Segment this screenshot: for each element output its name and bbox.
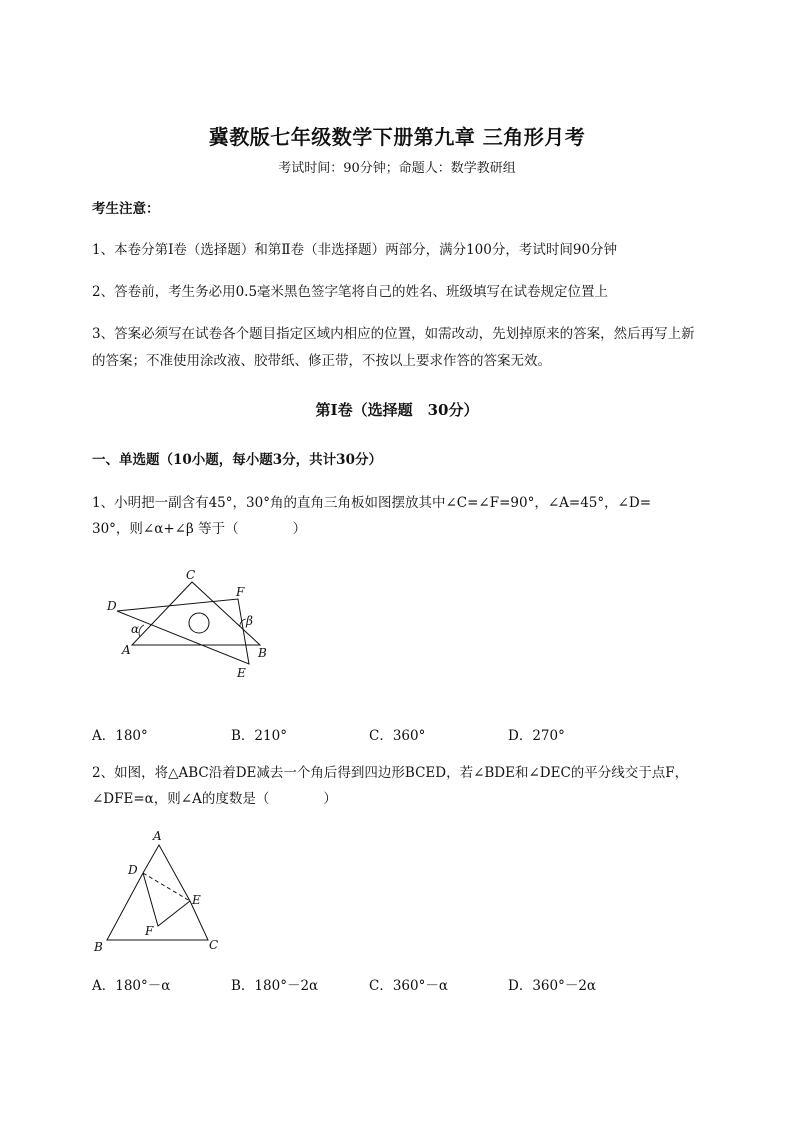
point-label-b: B bbox=[258, 646, 267, 660]
question-1-option-d[interactable]: D．270° bbox=[508, 728, 565, 744]
question-1-figure bbox=[100, 565, 280, 685]
notice-item-3-continued: 的答案；不准使用涂改液、胶带纸、修正带，不按以上要求作答的答案无效。 bbox=[92, 353, 551, 369]
point-label-b: B bbox=[94, 940, 103, 954]
notice-item-1: 1、本卷分第I卷（选择题）和第Ⅱ卷（非选择题）两部分，满分100分，考试时间90分钟 bbox=[92, 242, 618, 258]
question-1-option-a[interactable]: A．180° bbox=[92, 728, 148, 744]
angle-label-beta: β bbox=[246, 614, 253, 628]
point-label-f: F bbox=[145, 924, 154, 938]
point-label-e: E bbox=[192, 893, 201, 907]
exam-subtitle: 考试时间：90分钟；命题人：数学教研组 bbox=[278, 161, 516, 176]
notice-item-2: 2、答卷前，考生务必用0.5毫米黑色签字笔将自己的姓名、班级填写在试卷规定位置上 bbox=[92, 284, 609, 300]
question-2-line-2: ∠DFE=α，则∠A的度数是（ ） bbox=[92, 791, 337, 807]
cut-off-corner bbox=[143, 845, 190, 901]
section-title: 第I卷（选择题 30分） bbox=[315, 401, 479, 419]
question-1-line-1: 1、小明把一副含有45°，30°角的直角三角板如图摆放其中∠C=∠F=90°，∠A=45°，∠D= bbox=[92, 495, 652, 511]
part-heading: 一、单选题（10小题，每小题3分，共计30分） bbox=[92, 452, 382, 468]
point-label-d: D bbox=[107, 599, 117, 613]
question-2-option-d[interactable]: D．360°－2α bbox=[508, 978, 597, 994]
question-1-option-c[interactable]: C．360° bbox=[369, 728, 426, 744]
point-label-f: F bbox=[236, 585, 245, 599]
question-1-option-b[interactable]: B．210° bbox=[231, 728, 287, 744]
point-label-c: C bbox=[186, 568, 196, 582]
angle-label-alpha: α bbox=[131, 622, 140, 636]
angle-bisectors bbox=[143, 873, 190, 926]
point-label-e: E bbox=[237, 666, 246, 680]
notice-heading: 考生注意： bbox=[92, 201, 160, 217]
question-2-figure bbox=[90, 825, 230, 957]
question-2-line-1: 2、如图，将△ABC沿着DE减去一个角后得到四边形BCED，若∠BDE和∠DEC的平分线交于点F， bbox=[92, 765, 689, 781]
point-label-a: A bbox=[122, 643, 131, 657]
point-label-c: C bbox=[209, 938, 219, 952]
triangle-hole bbox=[189, 613, 209, 633]
question-2-option-c[interactable]: C．360°－α bbox=[369, 978, 448, 994]
notice-item-3: 3、答案必须写在试卷各个题目指定区域内相应的位置，如需改动，先划掉原来的答案，然后再写上新 bbox=[92, 326, 695, 342]
question-1-line-2: 30°，则∠α+∠β 等于（ ） bbox=[92, 521, 307, 537]
question-2-option-a[interactable]: A．180°－α bbox=[92, 978, 171, 994]
point-label-d: D bbox=[128, 863, 138, 877]
page-title: 冀教版七年级数学下册第九章 三角形月考 bbox=[208, 125, 586, 149]
question-2-option-b[interactable]: B．180°－2α bbox=[231, 978, 319, 994]
point-label-a: A bbox=[153, 829, 162, 843]
